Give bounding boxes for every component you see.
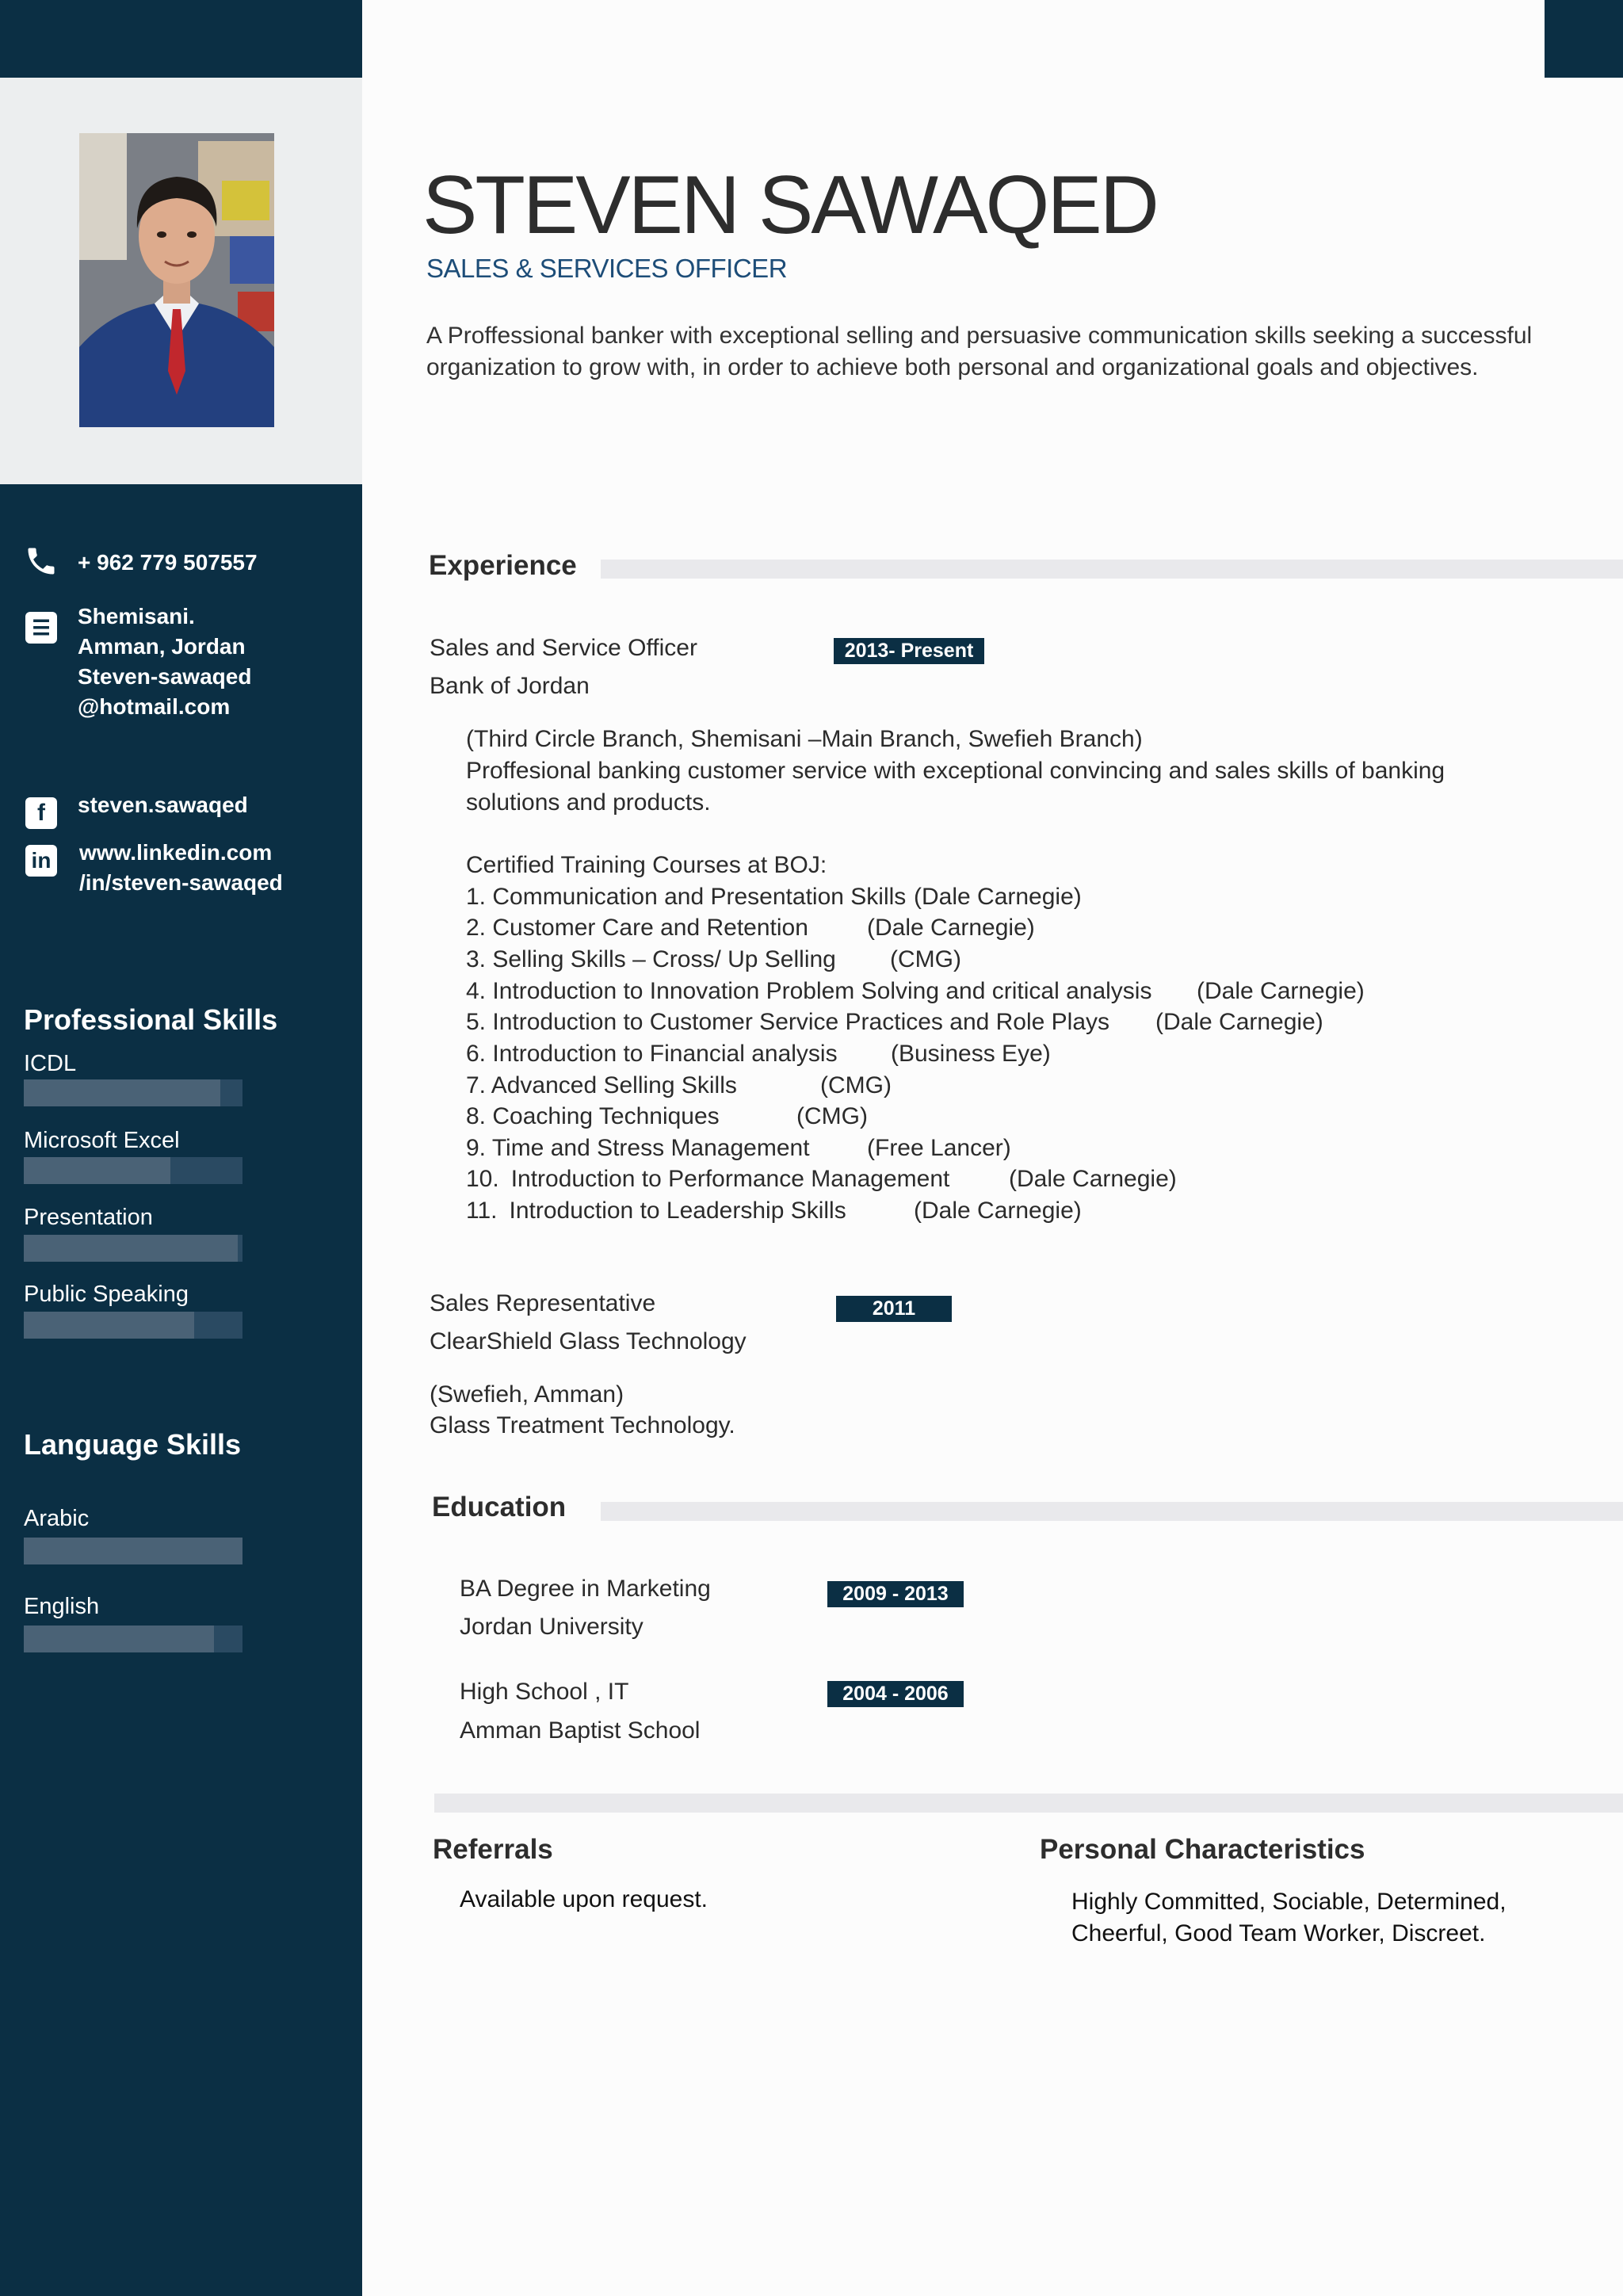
email-line[interactable]: @hotmail.com xyxy=(78,694,231,719)
course-provider: (Dale Carnegie) xyxy=(1155,1009,1323,1035)
job-detail: Glass Treatment Technology. xyxy=(430,1412,735,1438)
professional-skills-heading: Professional Skills xyxy=(24,1003,278,1036)
sidebar-top-band xyxy=(0,0,362,78)
course-name: 2. Customer Care and Retention xyxy=(466,915,808,941)
phone-number[interactable]: + 962 779 507557 xyxy=(78,550,258,575)
language-bar xyxy=(24,1626,242,1652)
linkedin-icon: in xyxy=(24,843,59,878)
course-provider: (Dale Carnegie) xyxy=(914,884,1082,910)
education-heading: Education xyxy=(432,1492,567,1522)
education-school: Jordan University xyxy=(460,1614,643,1640)
job-period-badge: 2011 xyxy=(836,1296,952,1322)
address-line: Amman, Jordan xyxy=(78,634,246,659)
course-provider: (CMG) xyxy=(890,946,961,972)
skill-label: ICDL xyxy=(24,1051,77,1076)
education-school: Amman Baptist School xyxy=(460,1717,701,1744)
job-detail: (Swefieh, Amman) xyxy=(430,1381,624,1408)
corner-accent-block xyxy=(1545,0,1623,78)
skill-label: Microsoft Excel xyxy=(24,1128,180,1153)
skill-bar-fill xyxy=(24,1235,238,1262)
courses-heading: Certified Training Courses at BOJ: xyxy=(466,852,827,878)
job-title: Sales Representative xyxy=(430,1290,656,1316)
skill-label: Presentation xyxy=(24,1205,153,1230)
course-name: 1. Communication and Presentation Skills xyxy=(466,884,907,910)
email-line[interactable]: Steven-sawaqed xyxy=(78,664,252,689)
job-title: Sales and Service Officer xyxy=(430,635,697,661)
address-icon: ☰ xyxy=(24,610,59,645)
personal-characteristics-line: Cheerful, Good Team Worker, Discreet. xyxy=(1071,1920,1486,1946)
job-detail: solutions and products. xyxy=(466,789,711,816)
course-name: 5. Introduction to Customer Service Practices and Role Plays xyxy=(466,1009,1110,1035)
experience-heading: Experience xyxy=(429,550,577,581)
course-name: 4. Introduction to Innovation Problem Solving and critical analysis xyxy=(466,978,1152,1004)
skill-bar xyxy=(24,1312,242,1339)
skill-bar xyxy=(24,1079,242,1106)
candidate-role: SALES & SERVICES OFFICER xyxy=(426,254,788,283)
personal-characteristics-line: Highly Committed, Sociable, Determined, xyxy=(1071,1889,1507,1915)
course-name: 7. Advanced Selling Skills xyxy=(466,1072,737,1098)
address-line: Shemisani. xyxy=(78,604,195,628)
course-name: 3. Selling Skills – Cross/ Up Selling xyxy=(466,946,836,972)
candidate-name: STEVEN SAWAQED xyxy=(422,159,1157,251)
course-name: 6. Introduction to Financial analysis xyxy=(466,1041,838,1067)
linkedin-link[interactable]: /in/steven-sawaqed xyxy=(79,870,283,895)
skill-bar-fill xyxy=(24,1157,170,1184)
profile-photo xyxy=(79,133,274,427)
phone-icon xyxy=(24,544,59,579)
job-detail: Proffesional banking customer service with exceptional convincing and sales skills of banking xyxy=(466,758,1445,784)
job-detail: (Third Circle Branch, Shemisani –Main Branch, Swefieh Branch) xyxy=(466,726,1143,752)
job-company: ClearShield Glass Technology xyxy=(430,1328,747,1354)
course-provider: (Dale Carnegie) xyxy=(914,1198,1082,1224)
facebook-icon: f xyxy=(24,796,59,831)
education-rule xyxy=(601,1502,1623,1521)
skill-bar xyxy=(24,1157,242,1184)
referrals-heading: Referrals xyxy=(433,1834,553,1865)
course-provider: (Dale Carnegie) xyxy=(867,915,1035,941)
language-skills-heading: Language Skills xyxy=(24,1428,242,1461)
language-bar-fill xyxy=(24,1538,242,1564)
education-degree: High School , IT xyxy=(460,1679,629,1705)
education-period-badge: 2009 - 2013 xyxy=(827,1581,964,1607)
profile-summary: A Proffessional banker with exceptional selling and persuasive communication skills seeking a successful organization to grow with, in order to achieve both personal and organizational goals and objectives. xyxy=(426,323,1533,380)
skill-bar-fill xyxy=(24,1079,220,1106)
course-name: 11. Introduction to Leadership Skills xyxy=(466,1198,846,1224)
education-degree: BA Degree in Marketing xyxy=(460,1576,711,1602)
job-period-badge: 2013- Present xyxy=(834,638,984,664)
course-name: 8. Coaching Techniques xyxy=(466,1103,720,1129)
language-bar xyxy=(24,1538,242,1564)
personal-characteristics-heading: Personal Characteristics xyxy=(1040,1834,1365,1865)
referrals-text: Available upon request. xyxy=(460,1886,708,1912)
skill-bar-fill xyxy=(24,1312,194,1339)
course-provider: (Business Eye) xyxy=(891,1041,1051,1067)
language-bar-fill xyxy=(24,1626,214,1652)
linkedin-link[interactable]: www.linkedin.com xyxy=(79,840,273,865)
course-name: 10. Introduction to Performance Management xyxy=(466,1166,950,1192)
facebook-link[interactable]: steven.sawaqed xyxy=(78,793,248,817)
language-label: Arabic xyxy=(24,1506,90,1531)
course-provider: (Free Lancer) xyxy=(867,1135,1011,1161)
job-company: Bank of Jordan xyxy=(430,673,590,699)
course-provider: (Dale Carnegie) xyxy=(1197,978,1365,1004)
course-provider: (Dale Carnegie) xyxy=(1009,1166,1177,1192)
language-label: English xyxy=(24,1594,100,1619)
experience-rule xyxy=(601,560,1623,579)
course-provider: (CMG) xyxy=(796,1103,868,1129)
course-name: 9. Time and Stress Management xyxy=(466,1135,810,1161)
education-period-badge: 2004 - 2006 xyxy=(827,1681,964,1707)
skill-label: Public Speaking xyxy=(24,1282,189,1307)
bottom-rule xyxy=(434,1794,1623,1813)
course-provider: (CMG) xyxy=(820,1072,892,1098)
skill-bar xyxy=(24,1235,242,1262)
